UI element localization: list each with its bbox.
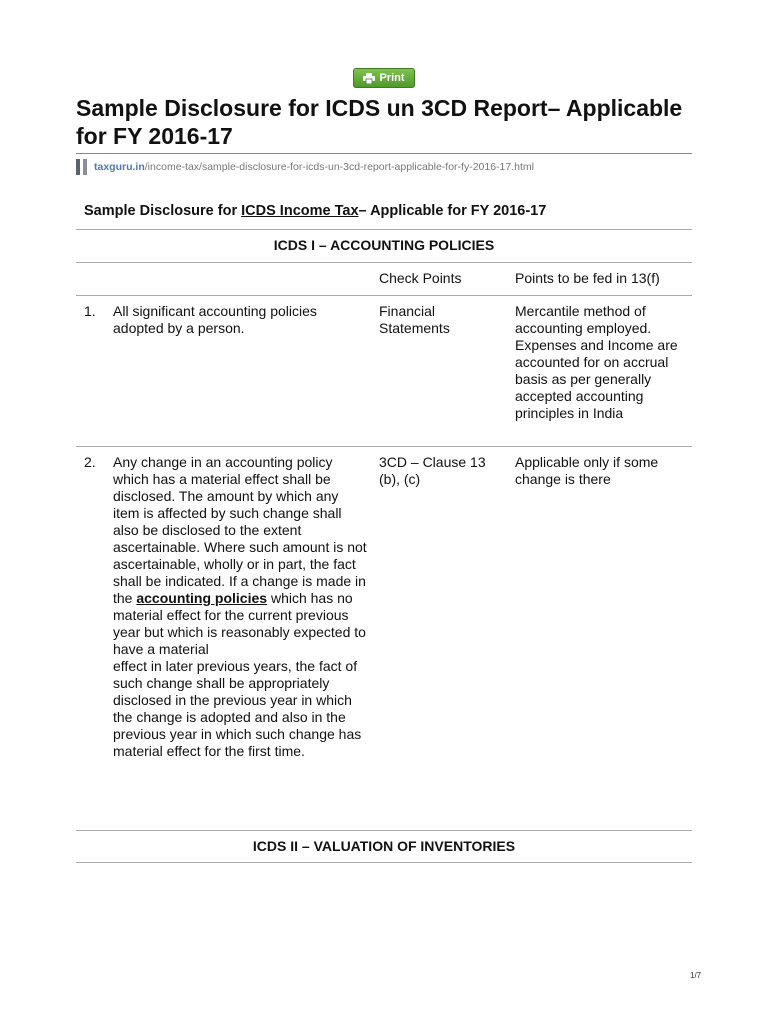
source-path: /income-tax/sample-disclosure-for-icds-un-3cd-report-applicable-for-fy-2016-17.html <box>144 161 534 173</box>
row-check-point: Financial Statements <box>379 303 450 336</box>
row-check-point: 3CD – Clause 13 (b), (c) <box>379 454 486 487</box>
column-header-points-13f: Points to be fed in 13(f) <box>515 270 660 286</box>
table-rule <box>76 295 692 296</box>
table-rule <box>76 446 692 447</box>
row-number: 1. <box>84 303 96 319</box>
section-title-icds-2: ICDS II – VALUATION OF INVENTORIES <box>252 838 516 854</box>
print-label: Print <box>379 72 405 84</box>
row-description: All significant accounting policies adopted by a person. <box>113 303 317 336</box>
table-rule <box>76 862 692 863</box>
sub-heading-link[interactable]: ICDS Income Tax <box>241 203 359 219</box>
sub-heading <box>84 203 546 219</box>
source-domain: taxguru.in <box>94 161 145 173</box>
row-text-before: Any change in an accounting policy which has a material effect shall be disclosed. The amount by which any item is affected by such change shall also be disclosed to the extent ascertainable. Where such amount is not ascertainable, wholly or in part, the fact shall be indicated. If a change is made in the <box>113 454 367 606</box>
row-points: Mercantile method of accounting employed. Expenses and Income are accounted for on accrual basis as per generally accepted accounting principles in India <box>515 303 678 421</box>
section-title-icds-1: ICDS I – ACCOUNTING POLICIES <box>273 237 495 253</box>
row-text-continued: effect in later previous years, the fact of such change shall be appropriately disclosed in the previous year in which the change is adopted and also in the previous year in which such change has material effect for the first time. <box>113 658 362 759</box>
page-title: Sample Disclosure for ICDS un 3CD Report– Applicable for FY 2016-17 <box>76 95 683 149</box>
row-description <box>113 454 368 760</box>
source-bars-icon <box>76 159 87 175</box>
print-button[interactable] <box>353 68 415 88</box>
column-header-check-points: Check Points <box>379 270 462 286</box>
source-url[interactable] <box>94 161 534 173</box>
table-rule <box>76 830 692 831</box>
row-number: 2. <box>84 454 96 470</box>
accounting-policies-link[interactable]: accounting policies <box>136 590 268 606</box>
source-link[interactable] <box>76 159 534 175</box>
page-number: 1/7 <box>690 971 702 980</box>
sub-heading-suffix: – Applicable for FY 2016-17 <box>358 203 547 219</box>
row-points: Applicable only if some change is there <box>515 454 659 487</box>
table-rule <box>76 262 692 263</box>
table-rule <box>76 229 692 230</box>
printer-icon <box>363 73 375 84</box>
sub-heading-prefix: Sample Disclosure for <box>84 203 242 219</box>
title-divider <box>76 153 692 154</box>
row-text-after: which has no material effect for the current previous year but which is reasonably expected to have a material <box>113 590 366 657</box>
